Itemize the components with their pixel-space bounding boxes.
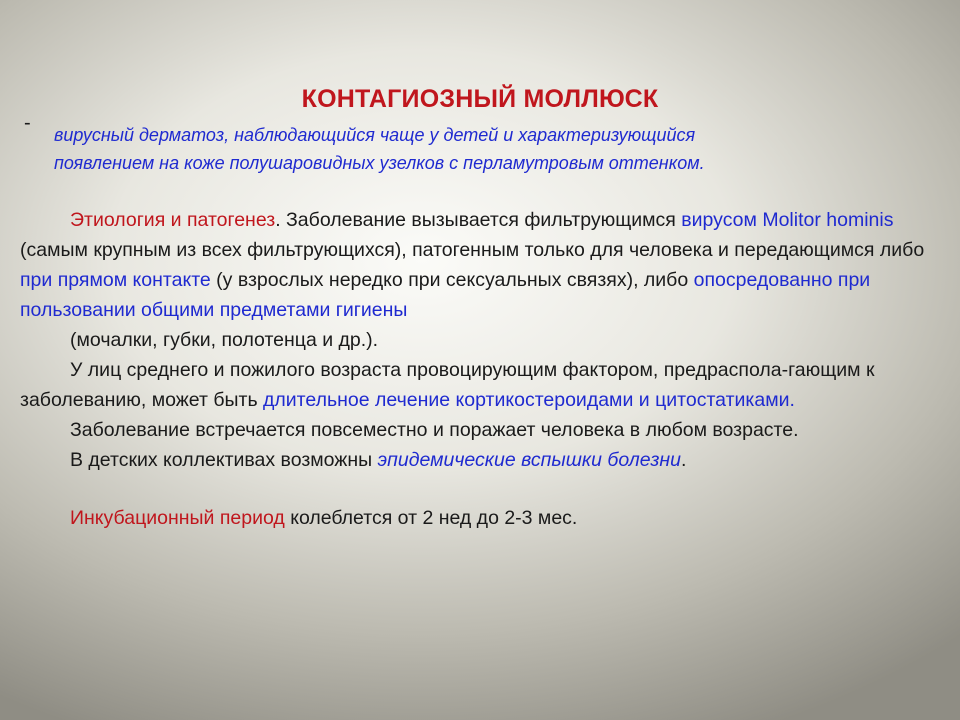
risk-paragraph <box>20 355 945 415</box>
outbreaks-paragraph <box>20 445 945 475</box>
definition-line-1: вирусный дерматоз, наблюдающийся чаще у детей и характеризующийся <box>54 125 696 145</box>
definition-line-2: появлением на коже полушаровидных узелков с перламутровым оттенком. <box>54 153 705 173</box>
etiology-paragraph <box>20 205 945 325</box>
etiology-heading: Этиология и патогенез <box>70 209 276 231</box>
risk-treatment: длительное лечение кортикостероидами и цитостатиками. <box>263 389 795 411</box>
incubation-text: колеблется от 2 нед до 2-3 мес. <box>284 507 578 529</box>
incubation-paragraph <box>20 503 945 533</box>
virus-name: вирусом Molitor <box>681 209 821 231</box>
spacer <box>20 475 945 503</box>
outbreaks-text: В детских коллективах возможны <box>70 449 378 471</box>
body-text <box>20 205 945 533</box>
hygiene-items: (мочалки, губки, полотенца и др.). <box>70 329 379 351</box>
risk-text: У лиц среднего и пожилого возраста провоцирующим фактором, предраспола-гающим к заболеванию, может быть <box>20 359 875 411</box>
definition-text <box>54 121 914 177</box>
virus-name-2: hominis <box>826 209 894 231</box>
outbreaks-highlight: эпидемические вспышки болезни <box>377 449 681 471</box>
indirect-contact: опосредованно при пользовании общими предметами гигиены <box>20 269 871 321</box>
outbreaks-end: . <box>681 449 687 471</box>
slide-title: КОНТАГИОЗНЫЙ МОЛЛЮСК <box>301 85 659 113</box>
prevalence-text: Заболевание встречается повсеместно и поражает человека в любом возрасте. <box>70 419 799 441</box>
etiology-text-1: . Заболевание вызывается фильтрующимся <box>275 209 682 231</box>
etiology-text-2: (самым крупным из всех фильтрующихся), патогенным только для человека и передающимся либо <box>20 239 925 261</box>
etiology-text-3: (у взрослых нередко при сексуальных связях), либо <box>210 269 694 291</box>
direct-contact: при прямом контакте <box>20 269 211 291</box>
bullet-marker: - <box>24 112 31 134</box>
incubation-heading: Инкубационный период <box>70 507 285 529</box>
